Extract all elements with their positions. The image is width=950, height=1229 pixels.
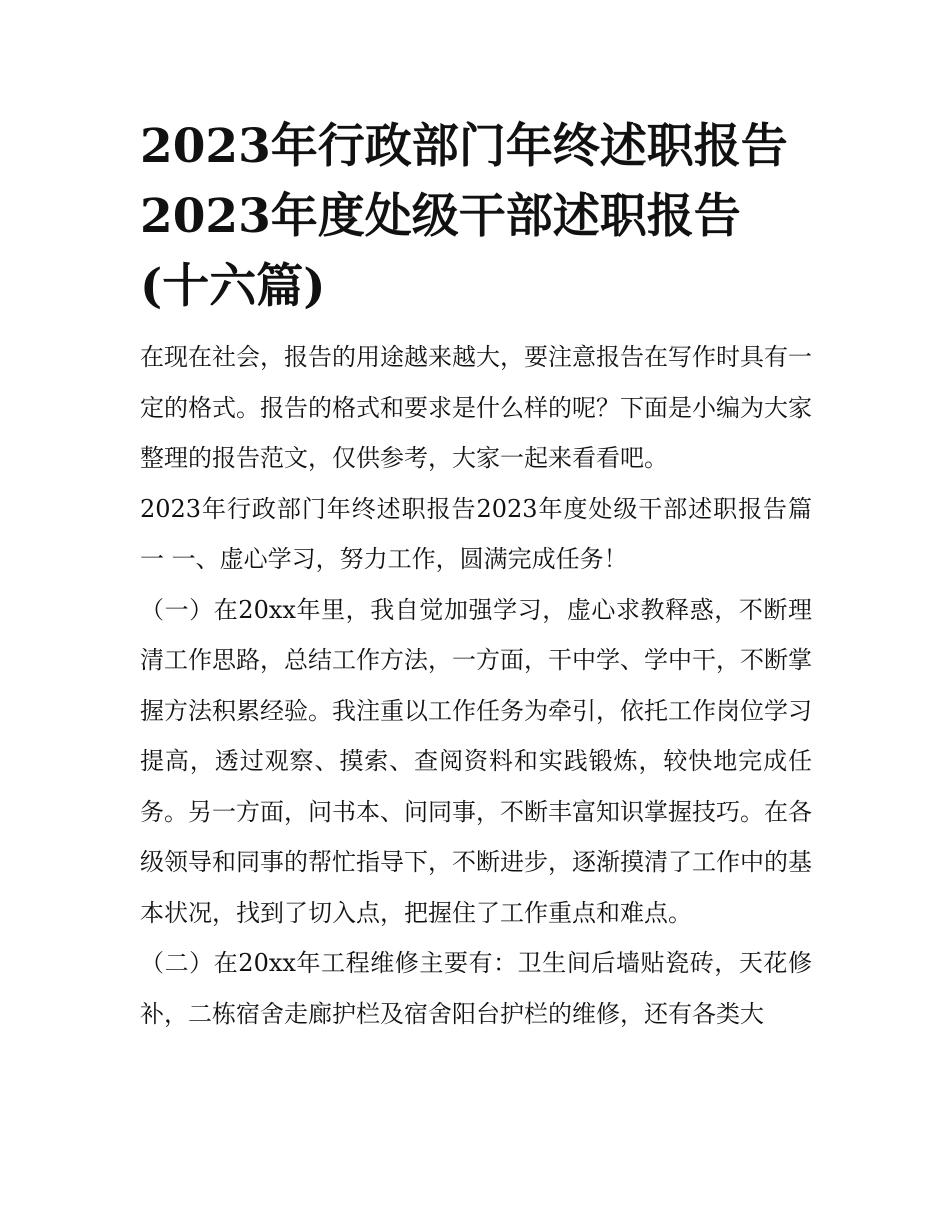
- title-line-2: 2023年度处级干部述职报告: [140, 189, 741, 244]
- intro-paragraph: 在现在社会，报告的用途越来越大，要注意报告在写作时具有一定的格式。报告的格式和要求是什么样的呢？下面是小编为大家整理的报告范文，仅供参考，大家一起来看看吧。: [140, 343, 812, 472]
- title-line-1: 2023年行政部门年终述职报告: [140, 119, 788, 174]
- document-text: [140, 332, 812, 1039]
- section-heading-paragraph: 2023年行政部门年终述职报告2023年度处级干部述职报告篇一 一、虚心学习，努力工作，圆满完成任务！: [140, 494, 812, 573]
- document-title: [140, 112, 812, 322]
- body-paragraph-2: （二）在20xx年工程维修主要有：卫生间后墙贴瓷砖，天花修补，二栋宿舍走廊护栏及宿舍阳台护栏的维修，还有各类大: [140, 949, 812, 1028]
- document-body: [140, 112, 812, 1039]
- title-line-3: (十六篇): [140, 259, 326, 314]
- body-paragraph-1: （一）在20xx年里，我自觉加强学习，虚心求教释惑，不断理清工作思路，总结工作方法，一方面，干中学、学中干，不断掌握方法积累经验。我注重以工作任务为牵引，依托工作岗位学习提高，透过观察、摸索、查阅资料和实践锻炼，较快地完成任务。另一方面，问书本、问同事，不断丰富知识掌握技巧。在各级领导和同事的帮忙指导下，不断进步，逐渐摸清了工作中的基本状况，找到了切入点，把握住了工作重点和难点。: [140, 595, 812, 927]
